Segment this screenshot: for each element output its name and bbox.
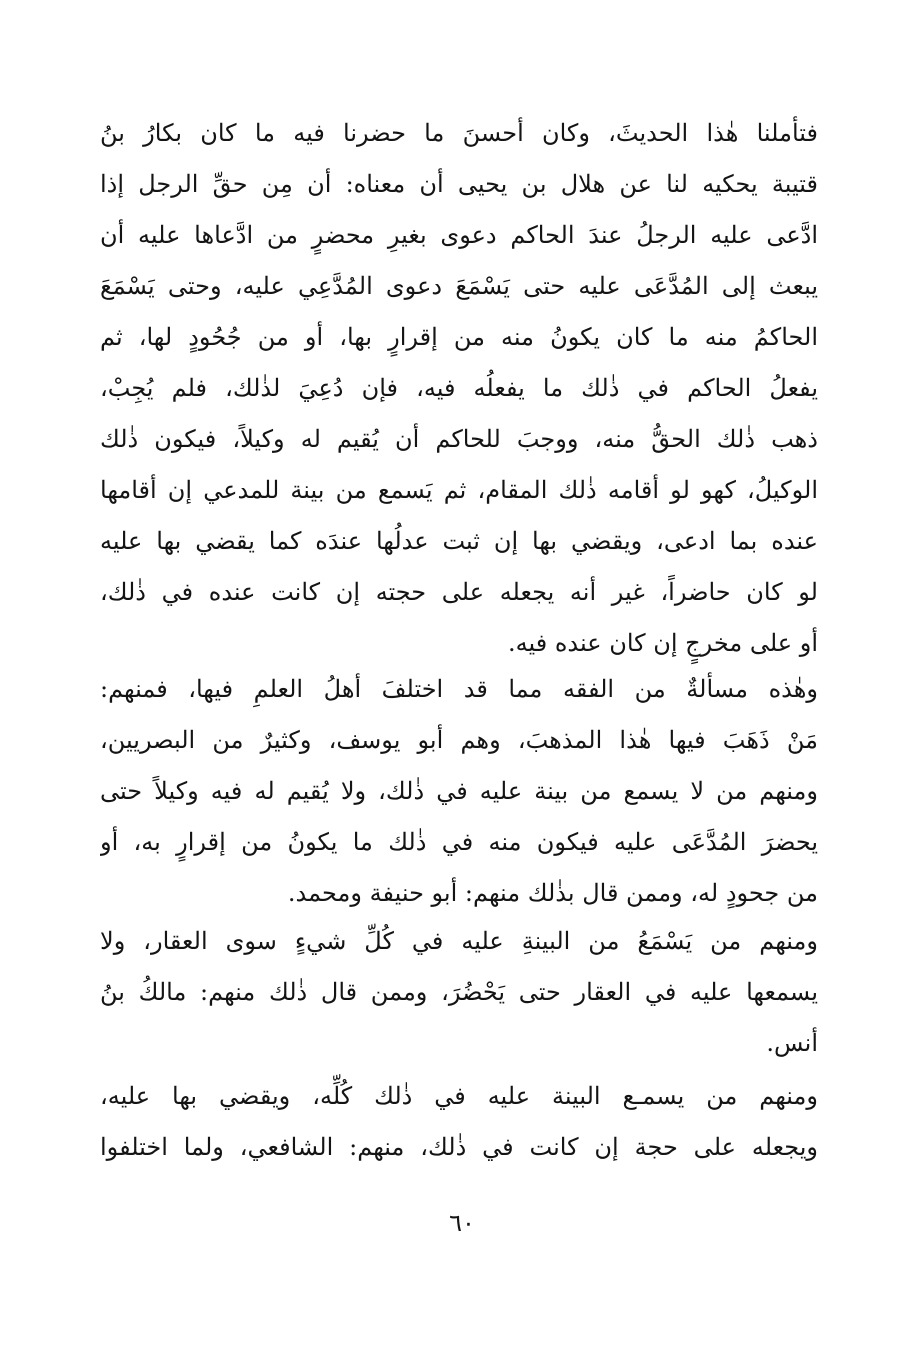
text-line: الحاكمُ منه ما كان يكونُ منه من إقرارٍ بها، أو من جُحُودٍ لها، ثم: [100, 323, 818, 351]
paragraph-4: [100, 1071, 818, 1173]
text-line: لو كان حاضراً، غير أنه يجعله على حجته إن كانت عنده في ذٰلك،: [100, 578, 818, 606]
text-line: ذهب ذٰلك الحقُّ منه، ووجبَ للحاكم أن يُقيم له وكيلاً، فيكون ذٰلك: [100, 425, 818, 453]
text-line: الوكيلُ، كهو لو أقامه ذٰلك المقام، ثم يَسمع من بينة للمدعي إن أقامها: [100, 476, 818, 504]
text-line: ومنهم من يَسْمَعُ من البينةِ عليه في كُلِّ شيءٍ سوى العقار، ولا: [100, 927, 818, 955]
text-line: ويجعله على حجة إن كانت في ذٰلك، منهم: الشافعي، ولما اختلفوا: [100, 1133, 818, 1161]
text-line: يفعلُ الحاكم في ذٰلك ما يفعلُه فيه، فإن دُعِيَ لذٰلك، فلم يُجِبْ،: [100, 374, 818, 402]
text-line: ومنهم من يسمـع البينة عليه في ذٰلك كُلِّه، ويقضي بها عليه،: [100, 1082, 818, 1110]
text-line: يسمعها عليه في العقار حتى يَحْضُرَ، وممن قال ذٰلك منهم: مالكُ بنُ: [100, 978, 818, 1006]
text-line: عنده بما ادعى، ويقضي بها إن ثبت عدلُها عندَه كما يقضي بها عليه: [100, 527, 818, 555]
text-line: أو على مخرجٍ إن كان عنده فيه.: [508, 629, 818, 657]
page-number: ٦٠: [449, 1209, 475, 1237]
text-line: قتيبة يحكيه لنا عن هلال بن يحيى أن معناه: أن مِن حقِّ الرجل إذا: [100, 170, 818, 198]
paragraph-3: [100, 916, 818, 1069]
paragraph-1: [100, 108, 818, 669]
text-line: أنس.: [766, 1029, 818, 1057]
text-line: ومنهم من لا يسمع من بينة عليه في ذٰلك، ولا يُقيم له فيه وكيلاً حتى: [100, 777, 818, 805]
text-line: مَنْ ذَهَبَ فيها هٰذا المذهبَ، وهم أبو يوسف، وكثيرٌ من البصريين،: [100, 726, 818, 754]
text-line: من جحودٍ له، وممن قال بذٰلك منهم: أبو حنيفة ومحمد.: [287, 879, 818, 907]
text-line: ادَّعى عليه الرجلُ عندَ الحاكم دعوى بغيرِ محضرٍ من ادَّعاها عليه أن: [100, 221, 818, 249]
text-line: يحضرَ المُدَّعَى عليه فيكون منه في ذٰلك ما يكونُ من إقرارٍ به، أو: [100, 828, 818, 856]
text-line: وهٰذه مسألةٌ من الفقه مما قد اختلفَ أهلُ العلمِ فيها، فمنهم:: [100, 675, 818, 703]
paragraph-2: [100, 664, 818, 919]
text-line: يبعث إلى المُدَّعَى عليه حتى يَسْمَعَ دعوى المُدَّعِي عليه، وحتى يَسْمَعَ: [100, 272, 818, 300]
text-line: فتأملنا هٰذا الحديثَ، وكان أحسنَ ما حضرنا فيه ما كان بكارُ بنُ: [100, 119, 818, 147]
